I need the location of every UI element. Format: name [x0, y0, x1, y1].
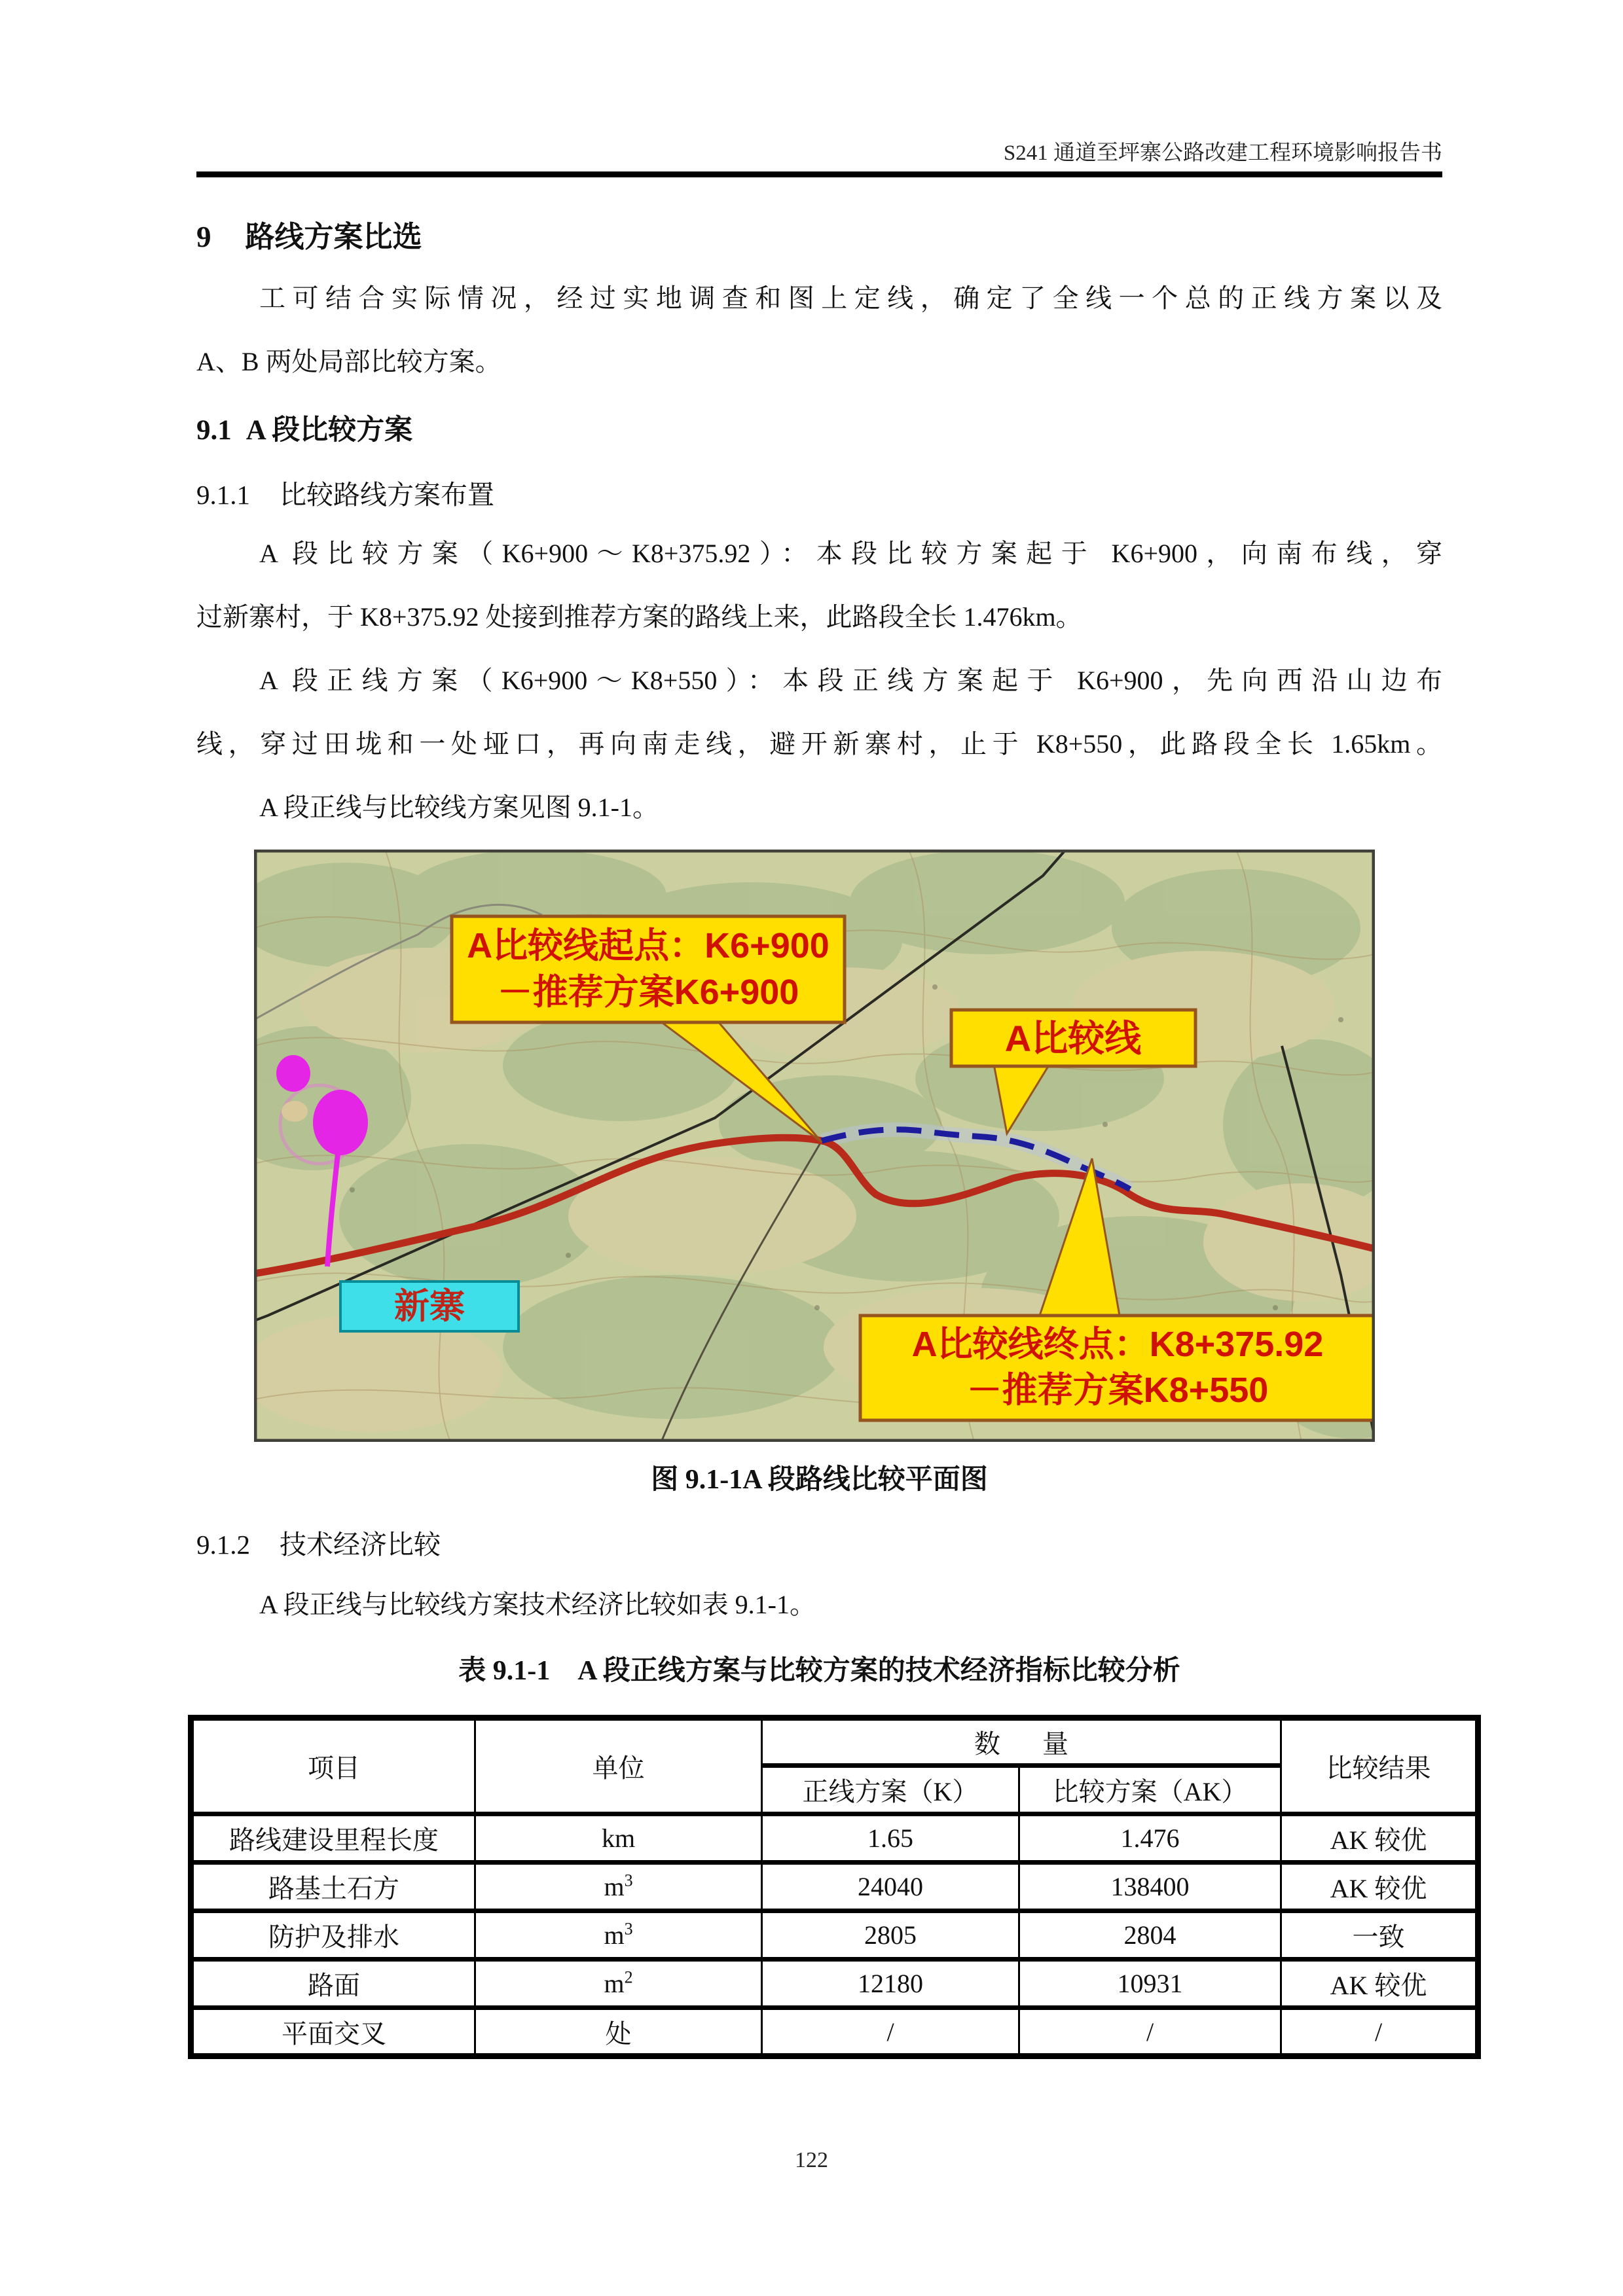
col-header-scheme-k: 正线方案（K）	[762, 1766, 1019, 1814]
cell-result: AK 较优	[1281, 1960, 1478, 2008]
heading-9-1-1	[196, 475, 1442, 514]
table-row	[191, 1863, 1478, 1911]
table-header-row-1	[191, 1718, 1478, 1766]
page-header	[196, 139, 1442, 168]
callout-start-line2: －推荐方案K6+900	[497, 973, 799, 1012]
cell-unit	[475, 1814, 762, 1863]
paragraph-line: 工可结合实际情况，经过实地调查和图上定线，确定了全线一个总的正线方案以及	[259, 283, 1442, 313]
heading-text: 比较路线方案布置	[280, 480, 494, 510]
table-row	[191, 1960, 1478, 2008]
cell-k: /	[762, 2008, 1019, 2056]
heading-text: 路线方案比选	[245, 221, 422, 253]
cell-k: 1.65	[762, 1814, 1019, 1863]
heading-9-1-2	[196, 1525, 1442, 1564]
callout-comparison-text: A比较线	[1004, 1018, 1142, 1059]
cell-item: 防护及排水	[191, 1911, 475, 1960]
col-header-item: 项目	[191, 1718, 475, 1814]
cell-item: 路面	[191, 1960, 475, 2008]
cell-ak: 1.476	[1019, 1814, 1281, 1863]
callout-start	[452, 916, 845, 1022]
cell-k: 12180	[762, 1960, 1019, 2008]
callout-start-line1: A比较线起点：K6+900	[467, 926, 830, 965]
unit-base: m	[604, 1872, 625, 1901]
table-row	[191, 1814, 1478, 1863]
village-label-text: 新寨	[394, 1287, 465, 1326]
col-header-quantity: 数 量	[762, 1718, 1281, 1766]
cell-k: 2805	[762, 1911, 1019, 1960]
paragraph-line: A 段比较方案（K6+900～K8+375.92）：本段比较方案起于 K6+900，向南布线，穿	[259, 539, 1442, 568]
cell-item: 路线建设里程长度	[191, 1814, 475, 1863]
cell-unit	[475, 2008, 762, 2056]
unit-base: m	[604, 1920, 625, 1950]
comparison-route-map	[254, 850, 1375, 1442]
callout-end-line1: A比较线终点：K8+375.92	[911, 1325, 1324, 1364]
callout-end-line2: －推荐方案K8+550	[966, 1371, 1269, 1410]
unit-sup: 2	[624, 1967, 633, 1987]
heading-9-1	[196, 411, 1442, 450]
cell-ak: 138400	[1019, 1863, 1281, 1911]
table-row	[191, 2008, 1478, 2056]
paragraph-line: 线，穿过田垅和一处垭口，再向南走线，避开新寨村，止于 K8+550，此路段全长 1.65km。	[196, 729, 1442, 759]
cell-unit	[475, 1911, 762, 1960]
comparison-table	[188, 1715, 1481, 2059]
table-row	[191, 1911, 1478, 1960]
unit-sup: 3	[624, 1871, 633, 1890]
paragraph-line: A 段正线方案（K6+900～K8+550）：本段正线方案起于 K6+900，先向西沿山边布	[259, 666, 1442, 695]
heading-number: 9	[196, 221, 211, 253]
col-header-unit: 单位	[475, 1718, 762, 1814]
cell-ak: /	[1019, 2008, 1281, 2056]
col-header-result: 比较结果	[1281, 1718, 1478, 1814]
cell-ak: 2804	[1019, 1911, 1281, 1960]
paragraph-line: 过新寨村，于 K8+375.92 处接到推荐方案的路线上来，此路段全长 1.476km。	[196, 602, 1082, 632]
cell-ak: 10931	[1019, 1960, 1281, 2008]
heading-number: 9.1.2	[196, 1530, 250, 1560]
cell-k: 24040	[762, 1863, 1019, 1911]
callout-end	[860, 1316, 1375, 1420]
paragraph-line: A、B 两处局部比较方案。	[196, 347, 501, 376]
table-caption: 表 9.1-1 A 段正线方案与比较方案的技术经济指标比较分析	[458, 1656, 1180, 1686]
cell-result: AK 较优	[1281, 1863, 1478, 1911]
heading-number: 9.1	[196, 415, 232, 446]
heading-text: A 段比较方案	[246, 415, 413, 446]
unit-base: 处	[605, 2018, 632, 2049]
cell-item: 平面交叉	[191, 2008, 475, 2056]
header-rule	[196, 171, 1442, 177]
unit-sup: 3	[624, 1919, 633, 1939]
cell-unit	[475, 1960, 762, 2008]
figure-9-1-1	[254, 850, 1375, 1442]
cell-result: /	[1281, 2008, 1478, 2056]
cell-result: AK 较优	[1281, 1814, 1478, 1863]
callout-comparison	[951, 1010, 1195, 1066]
col-header-scheme-ak: 比较方案（AK）	[1019, 1766, 1281, 1814]
unit-base: m	[604, 1969, 625, 1998]
cell-result: 一致	[1281, 1911, 1478, 1960]
heading-text: 技术经济比较	[280, 1530, 441, 1560]
cell-item: 路基土石方	[191, 1863, 475, 1911]
unit-base: km	[601, 1823, 636, 1853]
paragraph-line: A 段正线与比较线方案技术经济比较如表 9.1-1。	[259, 1590, 816, 1619]
page-number: 122	[795, 2148, 828, 2172]
village-label-box	[340, 1282, 519, 1331]
figure-caption: 图 9.1-1A 段路线比较平面图	[651, 1465, 988, 1495]
heading-number: 9.1.1	[196, 480, 250, 510]
cell-unit	[475, 1863, 762, 1911]
heading-9	[196, 217, 1442, 257]
header-title: S241 通道至坪寨公路改建工程环境影响报告书	[1003, 141, 1442, 165]
paragraph-line: A 段正线与比较线方案见图 9.1-1。	[259, 793, 659, 822]
